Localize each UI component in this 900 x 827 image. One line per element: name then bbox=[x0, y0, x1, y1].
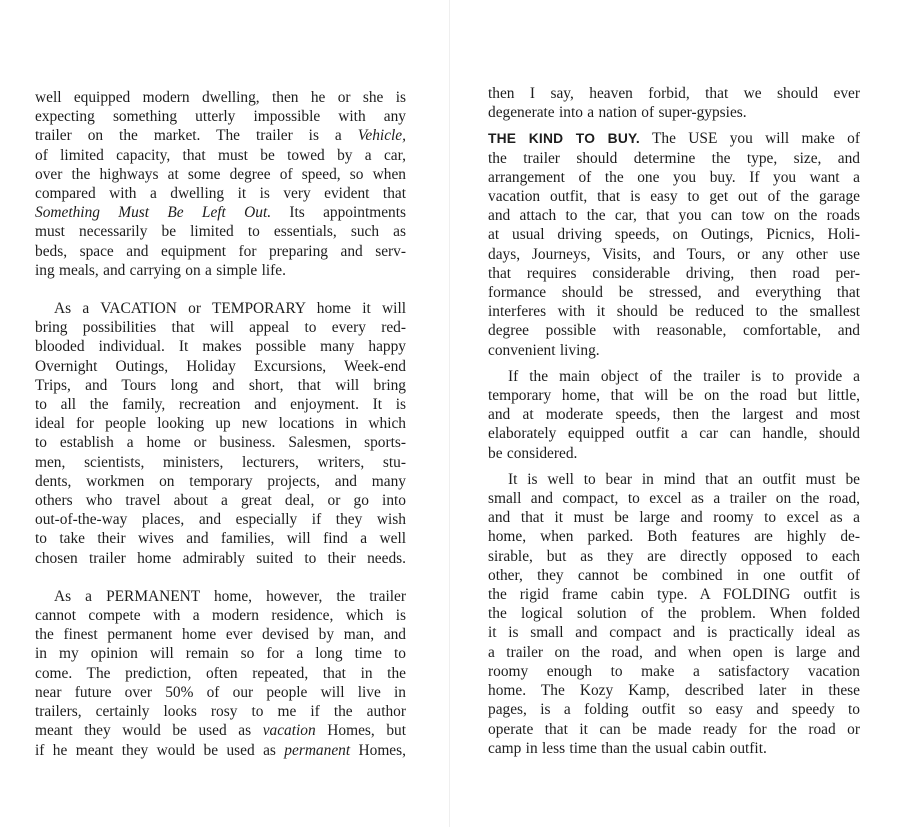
text-line: the finest permanent home ever devised by man, and bbox=[35, 626, 406, 644]
text-line: As a PERMANENT home, however, the trailer bbox=[54, 587, 406, 605]
text-line: and attach to the car, that you can tow on the roads bbox=[488, 207, 860, 225]
text-line: degenerate into a nation of super-gypsies. bbox=[488, 104, 747, 122]
text-line: formance should be stressed, and everything that bbox=[488, 284, 860, 302]
text-line: interferes with it should be reduced to the smallest bbox=[488, 303, 860, 321]
text-line: over the highways at some degree of speed, so when bbox=[35, 165, 406, 183]
text-line: it is small and compact and is practically ideal as bbox=[488, 624, 860, 642]
text-line: arrangement of the one you buy. If you want a bbox=[488, 168, 860, 186]
text-line: to take their wives and families, will find a well bbox=[35, 530, 406, 548]
text-line: camp in less time than the usual cabin outfit. bbox=[488, 739, 767, 757]
text-line: roomy enough to make a satisfactory vacation bbox=[488, 662, 860, 680]
text-line: dents, workmen on temporary projects, and many bbox=[35, 472, 406, 490]
text-line: near future over 50% of our people will live in bbox=[35, 683, 406, 701]
italic-word: Vehicle, bbox=[357, 127, 406, 145]
text-line: home, when parked. Both features are highly de- bbox=[488, 528, 860, 546]
text-line: Trips, and Tours long and short, that will bring bbox=[35, 376, 406, 394]
text-line: beds, space and equipment for preparing and serv- bbox=[35, 242, 406, 260]
text-line: sirable, but as they are directly opposed to each bbox=[488, 547, 860, 565]
text-line: if he meant they would be used as permanent Homes, bbox=[35, 741, 406, 759]
text-line: blooded individual. It makes possible many happy bbox=[35, 338, 406, 356]
text-line: to all the family, recreation and enjoyment. It is bbox=[35, 396, 406, 414]
text-line: compared with a dwelling it is very evident that bbox=[35, 185, 406, 203]
text-line: come. The prediction, often repeated, that in the bbox=[35, 664, 406, 682]
text-line: home. The Kozy Kamp, described later in these bbox=[488, 682, 860, 700]
text-line: a trailer on the road, and when open is large and bbox=[488, 643, 860, 661]
section-heading: THE KIND TO BUY. bbox=[488, 131, 640, 147]
text-line: then I say, heaven forbid, that we should ever bbox=[488, 85, 860, 102]
text-line: other, they cannot be combined in one outfit of bbox=[488, 566, 860, 584]
text-line: small and compact, to excel as a trailer on the road, bbox=[488, 490, 860, 508]
text-line: expecting something utterly impossible with any bbox=[35, 108, 406, 126]
text-line: ideal for people looking up new locations in which bbox=[35, 415, 406, 433]
text-line: the rigid frame cabin type. A FOLDING outfit is bbox=[488, 586, 860, 604]
text-line: bring possibilities that will appeal to every red- bbox=[35, 319, 406, 337]
text-line: at usual driving speeds, on Outings, Picnics, Holi- bbox=[488, 226, 860, 244]
text-line: to establish a home or business. Salesmen, sports- bbox=[35, 434, 406, 452]
text-line: elaborately equipped outfit a car can handle, should bbox=[488, 425, 860, 443]
text-line: the trailer should determine the type, size, and bbox=[488, 149, 860, 167]
text-line: As a VACATION or TEMPORARY home it will bbox=[54, 300, 406, 318]
text-line: that requires considerable driving, then road per- bbox=[488, 264, 860, 282]
text-line: THE KIND TO BUY. The USE you will make of bbox=[488, 130, 860, 148]
text-line: and at moderate speeds, then the largest and most bbox=[488, 406, 860, 424]
text-line: vacation outfit, that is easy to get out of the garage bbox=[488, 188, 860, 206]
text-line: of limited capacity, that must be towed by a car, bbox=[35, 146, 406, 164]
text-line: out-of-the-way places, and especially if they wish bbox=[35, 511, 406, 529]
text-line: Something Must Be Left Out. Its appointments bbox=[35, 204, 406, 222]
text-line: men, scientists, ministers, lecturers, writers, stu- bbox=[35, 453, 406, 471]
text-line: convenient living. bbox=[488, 341, 600, 359]
italic-word: permanent bbox=[284, 741, 351, 759]
text-line: others who travel about a great deal, or go into bbox=[35, 492, 406, 510]
text-line: meant they would be used as vacation Homes, but bbox=[35, 722, 407, 740]
italic-word: vacation bbox=[262, 722, 316, 740]
text-line: cannot compete with a modern residence, which is bbox=[35, 607, 406, 625]
text-line: pages, is a folding outfit so easy and speedy to bbox=[488, 701, 860, 719]
text-line: trailers, certainly looks rosy to me if the author bbox=[35, 703, 406, 721]
text-line: be considered. bbox=[488, 444, 578, 462]
text-line: well equipped modern dwelling, then he or she is bbox=[35, 89, 406, 106]
text-line: operate that it can be made ready for the road or bbox=[488, 720, 860, 738]
text-line: degree possible with reasonable, comfortable, and bbox=[488, 322, 860, 340]
right-page bbox=[450, 0, 900, 827]
text-line: in my opinion will remain so for a long time to bbox=[35, 645, 406, 663]
text-line: It is well to bear in mind that an outfit must be bbox=[508, 470, 860, 488]
text-line: chosen trailer home admirably suited to their needs. bbox=[35, 549, 406, 567]
text-line: days, Journeys, Visits, and Tours, or any other use bbox=[488, 245, 860, 263]
text-line: ing meals, and carrying on a simple life. bbox=[35, 261, 286, 279]
italic-phrase: Something Must Be Left Out. bbox=[35, 204, 272, 222]
text-line: trailer on the market. The trailer is a Vehicle, bbox=[35, 127, 406, 145]
text-line: If the main object of the trailer is to provide a bbox=[508, 367, 860, 385]
text-line: temporary home, that will be on the road but little, bbox=[488, 387, 860, 405]
text-line: and that it must be large and roomy to excel as a bbox=[488, 509, 860, 527]
text-line: must necessarily be limited to essentials, such as bbox=[35, 223, 406, 241]
text-line: the logical solution of the problem. When folded bbox=[488, 605, 860, 623]
text-line: Overnight Outings, Holiday Excursions, Week-end bbox=[35, 357, 406, 375]
